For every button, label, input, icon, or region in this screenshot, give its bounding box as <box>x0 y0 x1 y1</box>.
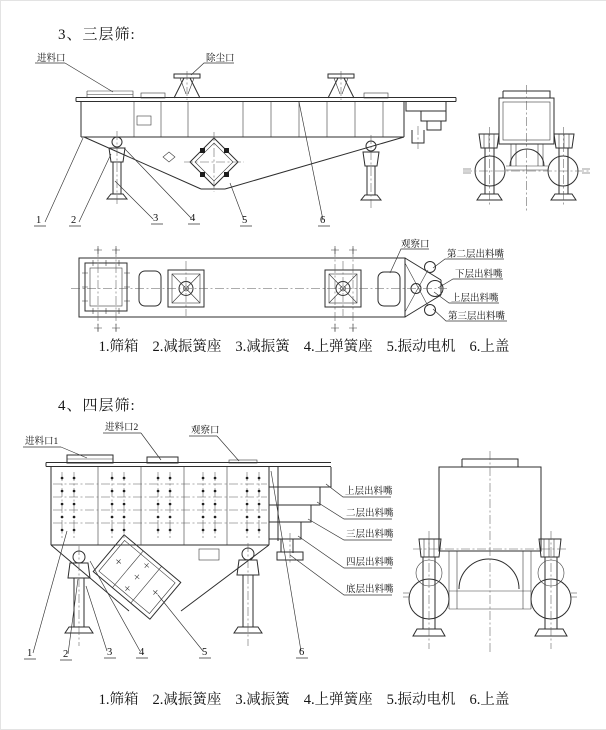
observation-port-plan <box>378 272 400 306</box>
fig4-right-spring-leg <box>234 543 262 646</box>
legend-item: 1.筛箱 <box>98 692 139 708</box>
right-spring-leg <box>361 135 381 208</box>
figure3-title: 3、三层筛: <box>58 27 136 43</box>
fig4-nozzle-layer4-label: 四层出料嘴 <box>346 558 394 568</box>
legend-item: 3.减振簧 <box>235 339 290 355</box>
fig4-feed-inlet-2-label: 进料口2 <box>105 423 139 433</box>
fig3-callout-1: 1 <box>36 215 42 226</box>
fig4-nozzle-layer3-label: 三层出料嘴 <box>346 530 394 540</box>
fig4-nozzle-upper-label: 上层出料嘴 <box>345 487 393 497</box>
legend-item: 2.减振簧座 <box>152 339 222 355</box>
fig3-discharge-steps <box>406 102 446 149</box>
fig3-callout-2: 2 <box>71 215 77 226</box>
left-spring-leg <box>107 131 127 206</box>
fig3-callout-6: 6 <box>320 215 326 226</box>
fig3-callout-5: 5 <box>242 215 248 226</box>
fig4-side-view <box>23 421 394 660</box>
legend-item: 1.筛箱 <box>98 339 139 355</box>
legend-item: 5.振动电机 <box>386 692 456 708</box>
legend-item: 3.减振簧 <box>235 692 290 708</box>
figure4-legend <box>99 688 510 709</box>
fig3-callout-3: 3 <box>153 213 159 224</box>
fig4-callout-6: 6 <box>299 647 305 658</box>
legend-item: 4.上弹簧座 <box>303 339 373 355</box>
fig4-nozzle-bottom-label: 底层出料嘴 <box>346 585 394 595</box>
figure4-title: 4、四层筛: <box>58 398 136 414</box>
fig4-end-view <box>403 451 577 653</box>
fig3-nozzle-lower-label: 下层出料嘴 <box>455 270 503 280</box>
inspection-window <box>137 116 151 125</box>
feed-opening-flange <box>82 260 130 314</box>
fig3-end-view <box>463 85 591 213</box>
fig4-feed-inlet-1-label: 进料口1 <box>25 437 59 447</box>
legend-item: 4.上弹簧座 <box>303 692 373 708</box>
legend-item: 2.减振簧座 <box>152 692 222 708</box>
fig3-callout-4: 4 <box>190 213 196 224</box>
fig4-callout-2: 2 <box>63 649 69 660</box>
fig4-callout-1: 1 <box>27 648 33 659</box>
fig3-nozzle-layer2-label: 第二层出料嘴 <box>447 250 505 260</box>
legend-item: 6.上盖 <box>469 339 510 355</box>
fig4-callout-3: 3 <box>107 647 113 658</box>
fig3-dust-port-label: 除尘口 <box>206 54 235 64</box>
fig4-nozzle-layer2-label: 二层出料嘴 <box>346 509 394 519</box>
fig3-nozzle-upper-label: 上层出料嘴 <box>451 294 499 304</box>
fig3-plan-view <box>71 238 507 332</box>
fig4-observe-port-label: 观察口 <box>191 426 220 436</box>
figure3-legend <box>99 335 510 356</box>
dust-port-stand <box>174 71 200 100</box>
fig3-nozzle-layer3-label: 第三层出料嘴 <box>448 312 506 322</box>
legend-item: 6.上盖 <box>469 692 510 708</box>
fig4-callout-4: 4 <box>139 647 145 658</box>
fig3-side-view <box>34 52 456 226</box>
fig3-feed-inlet-label: 进料口 <box>37 54 66 64</box>
engineering-drawing-svg <box>1 1 606 729</box>
fig3-observe-port-label: 观察口 <box>401 240 430 250</box>
legend-item: 5.振动电机 <box>386 339 456 355</box>
fig4-callout-5: 5 <box>202 647 208 658</box>
vent-stand <box>328 71 354 100</box>
vibration-motor <box>184 132 244 192</box>
